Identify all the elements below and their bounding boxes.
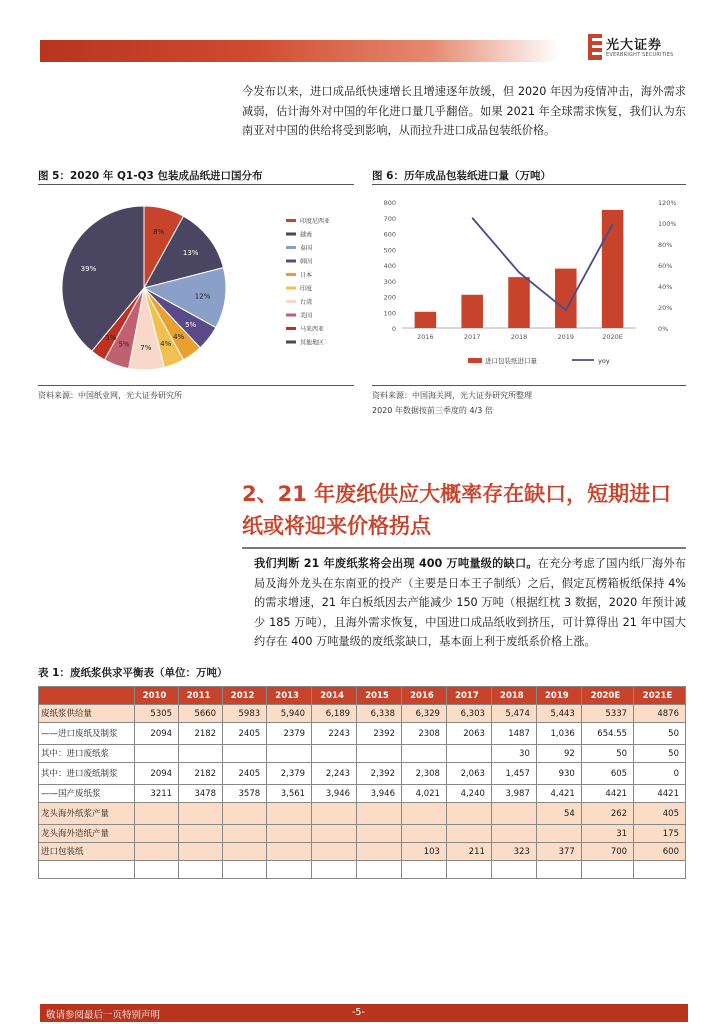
fig5-source: 资料来源：中国纸业网，光大证券研究所 bbox=[38, 391, 182, 400]
table-row bbox=[39, 763, 686, 785]
table-cell: 6,329 bbox=[402, 705, 447, 723]
table-cell bbox=[491, 825, 536, 843]
table-cell: 6,338 bbox=[357, 705, 402, 723]
bar bbox=[461, 295, 483, 328]
section-title: 2、21 年废纸供应大概率存在缺口，短期进口纸或将迎来价格拐点 bbox=[242, 482, 672, 538]
table-header-cell: 2012 bbox=[223, 687, 267, 705]
x-tick-label: 2016 bbox=[417, 333, 434, 341]
table-cell bbox=[223, 745, 267, 763]
table-cell bbox=[357, 803, 402, 825]
table-header-cell: 2018 bbox=[491, 687, 536, 705]
table-cell: 262 bbox=[581, 803, 633, 825]
y-right-tick-label: 0% bbox=[658, 325, 669, 333]
table-cell: 2405 bbox=[223, 763, 267, 785]
legend-swatch bbox=[286, 287, 296, 290]
table-cell bbox=[312, 803, 357, 825]
table-cell: 3,946 bbox=[312, 785, 357, 803]
fig6-source: 资料来源：中国海关网，光大证券研究所整理 bbox=[372, 391, 532, 400]
legend-label: yoy bbox=[598, 357, 610, 365]
table-cell: 30 bbox=[491, 745, 536, 763]
fig5-title: 图 5：2020 年 Q1-Q3 包装成品纸进口国分布 bbox=[38, 170, 263, 182]
legend-swatch bbox=[286, 246, 296, 249]
table-row-label: ——进口废纸及制浆 bbox=[39, 723, 135, 745]
table-cell: 2,243 bbox=[312, 763, 357, 785]
table-header-cell bbox=[39, 687, 135, 705]
table-cell: 0 bbox=[634, 763, 686, 785]
table-cell: 4421 bbox=[634, 785, 686, 803]
bar bbox=[415, 312, 437, 328]
pie-data-label: 5% bbox=[118, 340, 130, 349]
table-cell: 5,940 bbox=[267, 705, 312, 723]
y-right-tick-label: 120% bbox=[658, 199, 677, 207]
table-cell bbox=[536, 861, 581, 879]
table-cell: 4876 bbox=[634, 705, 686, 723]
y-left-tick-label: 100 bbox=[383, 309, 396, 318]
table-cell: 323 bbox=[491, 843, 536, 861]
legend-label: 印度尼西亚 bbox=[300, 218, 331, 225]
legend-swatch bbox=[468, 358, 482, 363]
table-cell: 2405 bbox=[223, 723, 267, 745]
table-cell bbox=[402, 745, 447, 763]
table-cell: 211 bbox=[446, 843, 491, 861]
table-cell: 50 bbox=[581, 745, 633, 763]
pie-chart bbox=[38, 188, 354, 380]
table-cell: 50 bbox=[634, 723, 686, 745]
pie-data-label: 3% bbox=[105, 333, 117, 342]
table-cell bbox=[267, 861, 312, 879]
table-cell: 2,308 bbox=[402, 763, 447, 785]
y-right-tick-label: 20% bbox=[658, 304, 673, 312]
x-tick-label: 2018 bbox=[510, 333, 528, 341]
table-cell: 2243 bbox=[312, 723, 357, 745]
bar-line-chart bbox=[372, 188, 686, 380]
legend-swatch bbox=[286, 341, 296, 344]
table-header-cell: 2020E bbox=[581, 687, 633, 705]
x-tick-label: 2020E bbox=[602, 333, 623, 341]
table-cell bbox=[402, 825, 447, 843]
table-cell: 700 bbox=[581, 843, 633, 861]
table-cell: 103 bbox=[402, 843, 447, 861]
legend-label: 印度 bbox=[300, 285, 313, 293]
table-cell: 1487 bbox=[491, 723, 536, 745]
table-header-cell: 2019 bbox=[536, 687, 581, 705]
legend-label: 泰国 bbox=[300, 245, 313, 252]
legend-swatch bbox=[286, 273, 296, 276]
table-header-cell: 2016 bbox=[402, 687, 447, 705]
legend-swatch bbox=[286, 260, 296, 263]
table-header-cell: 2021E bbox=[634, 687, 686, 705]
table-cell bbox=[536, 825, 581, 843]
table-header-row bbox=[39, 687, 686, 705]
pie-data-label: 4% bbox=[173, 332, 185, 341]
table-cell bbox=[135, 745, 179, 763]
table-cell: 2,063 bbox=[446, 763, 491, 785]
body-paragraph bbox=[254, 554, 686, 652]
table-cell: 5,443 bbox=[536, 705, 581, 723]
pie-data-label: 5% bbox=[185, 321, 197, 330]
legend-label: 越南 bbox=[300, 231, 313, 239]
table-cell: 2094 bbox=[135, 763, 179, 785]
table-cell bbox=[446, 745, 491, 763]
table-cell: 5305 bbox=[135, 705, 179, 723]
legend-label: 台湾 bbox=[300, 299, 313, 306]
legend-swatch bbox=[286, 300, 296, 303]
fig6-note: 2020 年数据按前三季度的 4/3 倍 bbox=[372, 406, 493, 415]
table-cell bbox=[491, 861, 536, 879]
table-row bbox=[39, 785, 686, 803]
table-cell: 1,036 bbox=[536, 723, 581, 745]
table-cell: 5983 bbox=[223, 705, 267, 723]
table-cell bbox=[223, 803, 267, 825]
table-cell: 4,240 bbox=[446, 785, 491, 803]
table-cell bbox=[446, 803, 491, 825]
table-cell: 4421 bbox=[581, 785, 633, 803]
table-cell: 31 bbox=[581, 825, 633, 843]
table-cell bbox=[135, 803, 179, 825]
table-cell: 605 bbox=[581, 763, 633, 785]
table-cell: 6,303 bbox=[446, 705, 491, 723]
footer-disclaimer: 敬请参阅最后一页特别声明 bbox=[46, 1010, 161, 1021]
table-cell bbox=[179, 803, 223, 825]
table-cell: 2308 bbox=[402, 723, 447, 745]
y-right-tick-label: 60% bbox=[658, 262, 673, 270]
table-cell bbox=[135, 861, 179, 879]
table-row bbox=[39, 745, 686, 763]
legend-label: 日本 bbox=[300, 272, 313, 279]
table-header-cell: 2013 bbox=[267, 687, 312, 705]
table-cell: 54 bbox=[536, 803, 581, 825]
brand-name: 光大证券 bbox=[606, 38, 663, 53]
table-cell bbox=[402, 803, 447, 825]
table-cell: 2379 bbox=[267, 723, 312, 745]
table-cell bbox=[223, 825, 267, 843]
pie-data-label: 4% bbox=[160, 339, 172, 348]
fig5-rule bbox=[38, 184, 354, 185]
table-cell: 5,474 bbox=[491, 705, 536, 723]
y-left-tick-label: 700 bbox=[383, 214, 396, 223]
table-cell bbox=[135, 825, 179, 843]
table-header-cell: 2010 bbox=[135, 687, 179, 705]
table-cell bbox=[446, 825, 491, 843]
table-cell bbox=[267, 745, 312, 763]
table-row-label: 龙头海外纸浆产量 bbox=[39, 803, 135, 825]
table-cell bbox=[223, 843, 267, 861]
table-cell: 4,421 bbox=[536, 785, 581, 803]
balance-table bbox=[38, 686, 686, 879]
table-cell bbox=[179, 745, 223, 763]
intro-paragraph: 今发布以来，进口成品纸快速增长且增速逐年放缓，但 2020 年因为疫情冲击，海外需求减弱，估计海外对中国的年化进口量几乎翻倍。如果 2021 年全球需求恢复，我们认为东南亚对中国的供给将受到影响，从而拉升进口成品包装纸价格。 bbox=[242, 85, 686, 137]
bar bbox=[555, 269, 577, 328]
table-cell bbox=[267, 843, 312, 861]
table-cell: 3578 bbox=[223, 785, 267, 803]
brand-logo-icon bbox=[588, 34, 602, 60]
header-bar bbox=[40, 40, 560, 62]
y-left-tick-label: 200 bbox=[383, 293, 396, 302]
table-cell: 930 bbox=[536, 763, 581, 785]
pie-data-label: 39% bbox=[80, 265, 97, 274]
table-cell bbox=[179, 825, 223, 843]
pie-data-label: 13% bbox=[182, 248, 199, 257]
table-cell bbox=[312, 861, 357, 879]
legend-label: 进口包装纸进口量 bbox=[485, 357, 537, 365]
y-left-tick-label: 500 bbox=[383, 246, 396, 255]
table-cell: 175 bbox=[634, 825, 686, 843]
table-cell: 3478 bbox=[179, 785, 223, 803]
table-row-label: 龙头海外造纸产量 bbox=[39, 825, 135, 843]
table-row-label: 废纸浆供给量 bbox=[39, 705, 135, 723]
table-header-cell: 2017 bbox=[446, 687, 491, 705]
table-row-label: 其中：进口废纸制浆 bbox=[39, 763, 135, 785]
para-lead: 我们判断 21 年废纸浆将会出现 400 万吨量级的缺口。 bbox=[254, 557, 538, 570]
table-row-label bbox=[39, 861, 135, 879]
brand-name-en: EVERBRIGHT SECURITIES bbox=[606, 52, 674, 58]
table-header-cell: 2011 bbox=[179, 687, 223, 705]
legend-label: 马来西亚 bbox=[300, 326, 325, 333]
table-row bbox=[39, 705, 686, 723]
table-row bbox=[39, 861, 686, 879]
y-right-tick-label: 100% bbox=[658, 220, 677, 228]
legend-label: 其他地区 bbox=[300, 339, 325, 347]
table-cell: 4,021 bbox=[402, 785, 447, 803]
table-row-label: 进口包装纸 bbox=[39, 843, 135, 861]
table-cell: 3,987 bbox=[491, 785, 536, 803]
table-cell: 2,392 bbox=[357, 763, 402, 785]
y-left-tick-label: 400 bbox=[383, 262, 396, 270]
yoy-line bbox=[472, 218, 612, 310]
table-cell bbox=[179, 861, 223, 879]
table-cell: 405 bbox=[634, 803, 686, 825]
table-cell bbox=[402, 861, 447, 879]
table-cell: 5337 bbox=[581, 705, 633, 723]
page-number: -5- bbox=[352, 1007, 365, 1018]
table-cell: 377 bbox=[536, 843, 581, 861]
table-cell bbox=[312, 825, 357, 843]
fig5-source-rule bbox=[38, 385, 354, 386]
table-cell bbox=[312, 843, 357, 861]
section-rule bbox=[242, 547, 686, 549]
table-cell: 600 bbox=[634, 843, 686, 861]
table-cell bbox=[446, 861, 491, 879]
pie-data-label: 7% bbox=[140, 344, 152, 353]
table-cell bbox=[267, 803, 312, 825]
table-cell: 92 bbox=[536, 745, 581, 763]
brand-logo bbox=[588, 32, 698, 66]
table-cell: 654.55 bbox=[581, 723, 633, 745]
table-row bbox=[39, 843, 686, 861]
pie-data-label: 8% bbox=[153, 227, 165, 236]
table-cell: 2,379 bbox=[267, 763, 312, 785]
bar bbox=[508, 277, 530, 328]
table-cell: 2063 bbox=[446, 723, 491, 745]
table-cell bbox=[491, 803, 536, 825]
y-left-tick-label: 800 bbox=[383, 199, 396, 207]
para-body: 在充分考虑了国内纸厂海外布局及海外龙头在东南亚的投产（主要是日本王子制纸）之后，假定瓦楞箱板纸保持 4%的需求增速，21 年白板纸因去产能减少 150 万吨（根据红枕 3 数据，2020 年预计减少 185 万吨），且海外需求恢复，中国进口成品纸收到挤压，可计算得出 21 年中国大约存在 400 万吨量级的废纸浆缺口，基本面上利于废纸系价格上涨。 bbox=[254, 557, 686, 648]
table-row bbox=[39, 803, 686, 825]
table-cell bbox=[357, 861, 402, 879]
legend-swatch bbox=[286, 314, 296, 317]
y-right-tick-label: 40% bbox=[658, 283, 673, 291]
table-header-cell: 2014 bbox=[312, 687, 357, 705]
x-tick-label: 2017 bbox=[463, 333, 481, 341]
table-cell: 3,946 bbox=[357, 785, 402, 803]
table-row-label: 其中：进口废纸浆 bbox=[39, 745, 135, 763]
table-cell bbox=[135, 843, 179, 861]
table-cell bbox=[179, 843, 223, 861]
table-header-cell: 2015 bbox=[357, 687, 402, 705]
table-cell bbox=[312, 745, 357, 763]
table-cell: 6,189 bbox=[312, 705, 357, 723]
y-right-tick-label: 80% bbox=[658, 241, 673, 249]
fig6-title: 图 6：历年成品包装纸进口量（万吨） bbox=[372, 170, 551, 182]
fig6-source-rule bbox=[372, 385, 686, 386]
table-cell: 3211 bbox=[135, 785, 179, 803]
table-cell: 1,457 bbox=[491, 763, 536, 785]
legend-swatch bbox=[286, 327, 296, 330]
table-row bbox=[39, 723, 686, 745]
y-left-tick-label: 0 bbox=[391, 325, 396, 333]
table-cell bbox=[357, 825, 402, 843]
table-cell: 2182 bbox=[179, 763, 223, 785]
table-cell bbox=[223, 861, 267, 879]
table-title: 表 1：废纸浆供求平衡表（单位：万吨） bbox=[38, 667, 228, 679]
fig6-rule bbox=[372, 184, 686, 185]
table-cell bbox=[357, 745, 402, 763]
legend-swatch bbox=[286, 233, 296, 236]
table-cell: 5660 bbox=[179, 705, 223, 723]
legend-label: 美国 bbox=[300, 312, 313, 320]
table-cell: 50 bbox=[634, 745, 686, 763]
table-cell bbox=[634, 861, 686, 879]
legend-swatch bbox=[286, 219, 296, 222]
table-cell: 2392 bbox=[357, 723, 402, 745]
table-row-label: ——国产废纸浆 bbox=[39, 785, 135, 803]
x-tick-label: 2019 bbox=[557, 333, 575, 341]
table-cell: 2182 bbox=[179, 723, 223, 745]
table-row bbox=[39, 825, 686, 843]
table-cell: 3,561 bbox=[267, 785, 312, 803]
bar bbox=[602, 210, 624, 328]
y-left-tick-label: 300 bbox=[383, 277, 396, 286]
table-cell bbox=[267, 825, 312, 843]
pie-data-label: 12% bbox=[194, 292, 211, 301]
table-cell bbox=[357, 843, 402, 861]
table-cell bbox=[581, 861, 633, 879]
legend-label: 韩国 bbox=[300, 258, 313, 266]
table-cell: 2094 bbox=[135, 723, 179, 745]
y-left-tick-label: 600 bbox=[383, 230, 396, 239]
